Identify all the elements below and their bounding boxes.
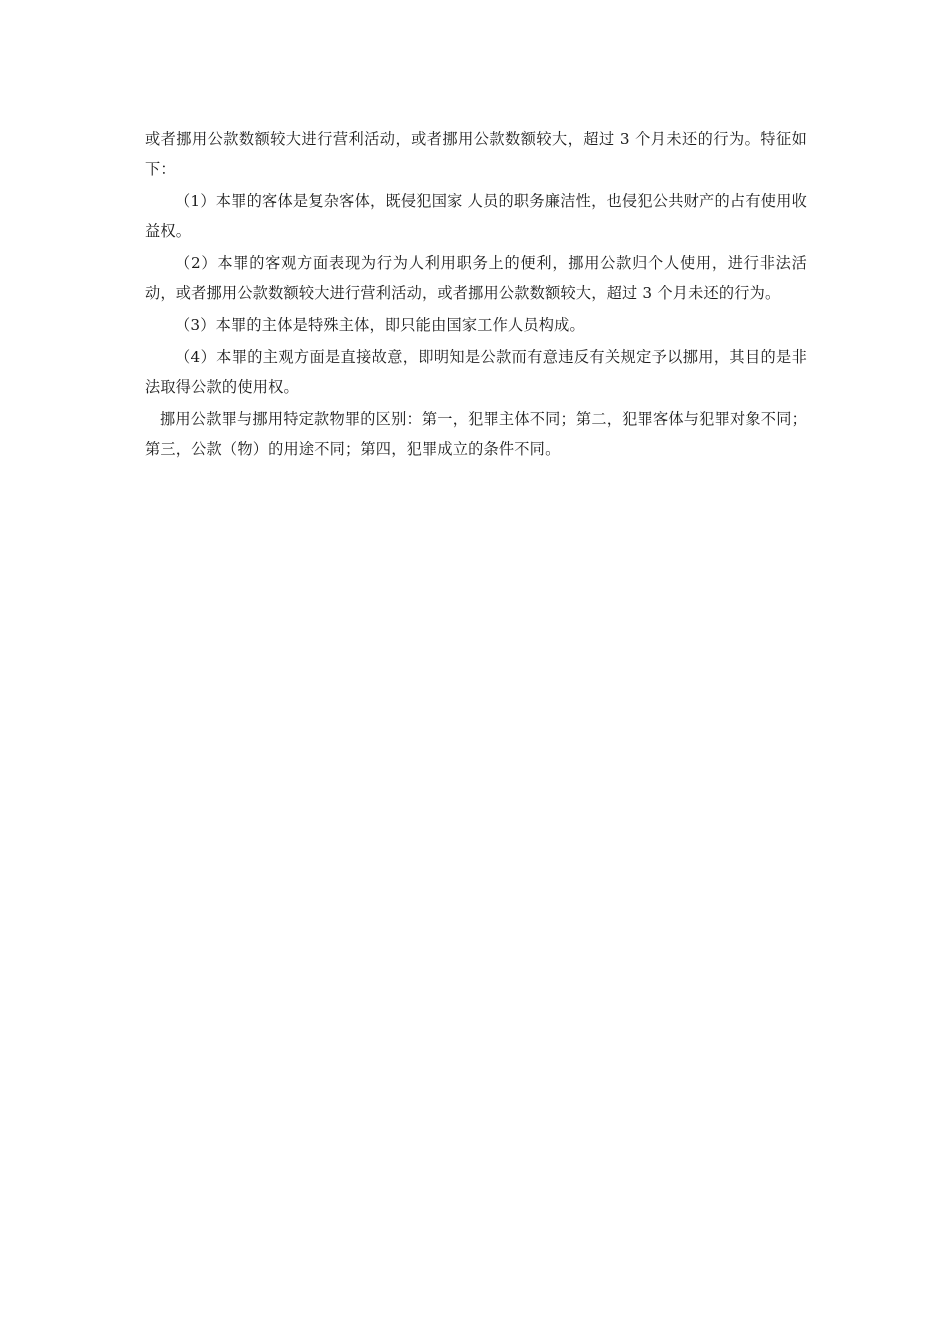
paragraph-intro-continuation: 或者挪用公款数额较大进行营利活动，或者挪用公款数额较大，超过 3 个月未还的行为。特征如下： bbox=[145, 130, 807, 178]
paragraph-feature-3: （3）本罪的主体是特殊主体，即只能由国家工作人员构成。 bbox=[175, 316, 585, 334]
document-body bbox=[145, 124, 807, 466]
paragraph-feature-1: （1）本罪的客体是复杂客体，既侵犯国家 人员的职务廉洁性，也侵犯公共财产的占有使用收益权。 bbox=[145, 192, 807, 240]
paragraph-feature-2: （2）本罪的客观方面表现为行为人利用职务上的便利，挪用公款归个人使用，进行非法活动，或者挪用公款数额较大进行营利活动，或者挪用公款数额较大，超过 3 个月未还的行为。 bbox=[145, 254, 807, 302]
paragraph-distinction: 挪用公款罪与挪用特定款物罪的区别：第一，犯罪主体不同；第二，犯罪客体与犯罪对象不同；第三，公款（物）的用途不同；第四，犯罪成立的条件不同。 bbox=[145, 410, 807, 458]
paragraph-feature-4: （4）本罪的主观方面是直接故意，即明知是公款而有意违反有关规定予以挪用，其目的是非法取得公款的使用权。 bbox=[145, 348, 807, 396]
